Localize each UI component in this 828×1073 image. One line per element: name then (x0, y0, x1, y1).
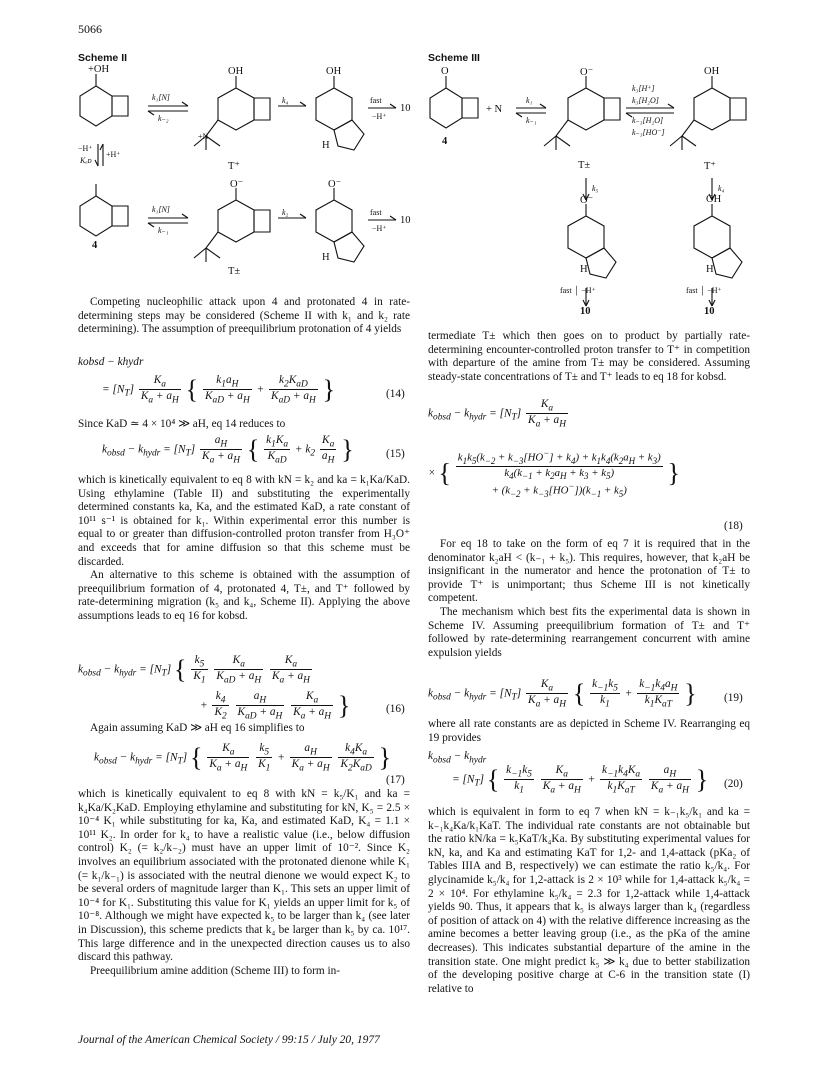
right-para-2: For eq 18 to take on the form of eq 7 it is required that in the denominator k₂aH < (k₋₁ + k₅). This requires, however, that k₂aH be insignificant in the numerator and hence the protonation of T± to provide T⁺ is unimportant; thus Scheme III is not kinetically competent. The mechanism which best fits the experimental data is shown in Scheme IV. Assuming preequilibrium formation of T± and T⁺ followed by rate-determining rearrangement concurrent with amine expulsion yields (428, 538, 750, 659)
scheme-iii-label-oh-2: OH (706, 194, 722, 205)
scheme-ii-label-fast-bottom: fast (370, 208, 382, 217)
scheme-ii-label-oh-2: OH (326, 66, 342, 77)
scheme-ii-label-10-top: 10 (400, 103, 411, 114)
scheme-iii-label-h-2: H (706, 264, 714, 275)
scheme-iii-label-ominus-2: O⁻ (580, 195, 594, 206)
scheme-ii-label-minus-h-bottom: −H⁺ (372, 224, 387, 233)
eq15-number: (15) (386, 448, 405, 460)
eq15-body: $k_{obsd} - k_{hydr} = [N_T]$ $\frac{a_H}{K_a + a_H}$ { $\frac{k_1K_a}{K_{aD}}$ + $k_2$ $\frac{K_a}{a_H}$ } (102, 434, 354, 466)
scheme-iii-title: Scheme III (428, 52, 480, 64)
scheme-ii-label-4: 4 (92, 240, 98, 251)
eq17-body: $k_{obsd} - k_{hydr} = [N_T]$ { $\frac{K_a}{K_a + a_H}$ $\frac{k_5}{K_1}$ + $\frac{a_H}{K_a + a_H}$ $\frac{k_4K_a}{K_2K_{aD}}$ } (94, 742, 392, 774)
scheme-ii-label-minus-h-side: −H⁺ (78, 144, 93, 153)
scheme-iii-label-fast-1: fast │ −H⁺ (560, 286, 596, 295)
scheme-iii-label-tpm: T± (578, 160, 591, 171)
scheme-iii-label-km3w: k₋₃[H₂O] (632, 116, 664, 125)
scheme-ii-label-ominus-1: O⁻ (230, 179, 244, 190)
eq20-number: (20) (724, 778, 743, 790)
eq16-number: (16) (386, 703, 405, 715)
left-para-1: Competing nucleophilic attack upon 4 and protonated 4 in rate-determining steps may be considered (Scheme II with k₁ and k₂ rate determining). The assumption of preequilibrium protonation of 4 yields (78, 296, 410, 336)
scheme-ii-label-plus-h-side: +H⁺ (106, 150, 121, 159)
journal-footer: Journal of the American Chemical Society / 99:15 / July 20, 1977 (78, 1034, 380, 1046)
right-para-5: which is equivalent in form to eq 7 when kN = k₋₁k₅/k₁ and ka = k₋₁k₄Ka/k₁KaT. The individual rate constants are not obtainable but the ratio kN/ka = k₅KaT/k₄Ka. By substituting experimental values for kN, ka, and Ka and estimating KaT for 1,2- and 1,4-attack (pKa₂ of Tables IIIA and B, respectively) we can estimate the ratio k₅/k₄. For glycinamide k₅/k₄ for 1,2-attack is 2 × 10³ while for 1,4-attack k₅/k₄ = 2 × 10⁴. For ethylamine k₅/k₄ = 2.3 for 1,2-attack while 1,4-attack yields 90. Thus, it appears that k₅ is always larger than k₄ (regardless of position of attack on 4) with the relative difference increasing as the amine becomes a better leaving group (i.e., as the pKa of the amine decreases). This indicates substantial departure of the amine in the transition state. One might predict k₅ ≫ k₄ due to better stabilization of the developing positive charge at C-6 in the transition state (I) relative to (428, 806, 750, 995)
scheme-iii-label-k3h: k₃[H⁺] (632, 84, 655, 93)
eq16-body: $k_{obsd} - k_{hydr} = [N_T]$ { $\frac{k_5}{K_1}$ $\frac{K_a}{K_{aD} + a_H}$ $\frac{K_a}{K_a + a_H}$ (78, 654, 310, 686)
scheme-ii-label-tpm: T± (228, 266, 241, 277)
scheme-iii-label-km3oh: k₋₃[HO⁻] (632, 128, 665, 137)
scheme-ii-label-10-bottom: 10 (400, 215, 411, 226)
scheme-ii-label-n-top: +N (198, 132, 209, 141)
scheme-ii-title: Scheme II (78, 52, 128, 64)
right-para-3: The mechanism which best fits the experimental data is shown in Scheme IV. Assuming preequilibrium formation of T± and T⁺ followed by rate-determining rearrangement concurrent with amine expulsion yields (428, 605, 750, 659)
scheme-ii-label-k2: k₂ (282, 208, 289, 217)
scheme-iii-label-ominus: O⁻ (580, 67, 594, 78)
scheme-iii-label-10-2: 10 (704, 306, 715, 317)
scheme-iii-label-tplus: T⁺ (704, 161, 716, 172)
scheme-iii-label-k3w: k₃[H₂O] (632, 96, 659, 105)
scheme-iii-label-fast-2: fast │ −H⁺ (686, 286, 722, 295)
left-para-2: which is kinetically equivalent to eq 8 with kN = k₂ and ka = k₁Ka/KaD. Using ethylamine (Table II) and substituting the experimentally determined constants ka, Ka, and the estimated KaD, a rate constant of 10¹¹ s⁻¹ is obtained for k₁. Within experimental error this number is equal to or greater than diffusion-controlled proton transfer from H₃O⁺ and exceeds that for amine diffusion so that this scheme must be discarded. An alternative to this scheme is obtained with the assumption of preequilibrium formation of 4, protonated 4, T±, and T⁺ followed by rate-determining migration (k₅ and k₄, Scheme II). Applying the above assumptions leads to eq 16 for kobsd. (78, 474, 410, 622)
scheme-iii-label-oh: OH (704, 66, 720, 77)
scheme-ii-label-k1n-bottom: k₁[N] (152, 205, 170, 214)
eq18-number: (18) (724, 520, 743, 532)
scheme-ii-label-h-top: H (322, 140, 330, 151)
right-para-4: where all rate constants are as depicted in Scheme IV. Rearranging eq 19 provides (428, 718, 750, 744)
scheme-iii-label-o: O (441, 66, 449, 77)
eq14-body: = $[N_T]$ $\frac{K_a}{K_a + a_H}$ { $\frac{k_1a_H}{K_{aD} + a_H}$ + $\frac{k_2K_{aD}}{K_{aD} + a_H}$ } (102, 374, 336, 406)
scheme-ii-label-tplus: T⁺ (228, 161, 240, 172)
scheme-iii-label-4: 4 (442, 136, 448, 147)
eq19-number: (19) (724, 692, 743, 704)
scheme-ii-label-minus-h-top: −H⁺ (372, 112, 387, 121)
left-para-3: An alternative to this scheme is obtained with the assumption of preequilibrium formation of 4, protonated 4, T±, and T⁺ followed by rate-determining migration (k₅ and k₄, Scheme II). Applying the above assumptions leads to eq 16 for kobsd. (78, 569, 410, 622)
eq19-body: $k_{obsd} - k_{hydr} = [N_T]$ $\frac{K_a}{K_a + a_H}$ { $\frac{k_{-1}k_5}{k_1}$ + $\frac{k_{-1}k_4a_H}{k_1K_{aT}}$ } (428, 678, 697, 710)
scheme-ii-label-km1: k₋₁ (158, 226, 169, 235)
since-line: Since KaD ≃ 4 × 10⁴ ≫ aH, eq 14 reduces to (78, 418, 286, 430)
scheme-ii-label-k1n-top: k₁[N] (152, 93, 170, 102)
eq14-lhs: kobsd − khydr (78, 356, 144, 368)
eq14-number: (14) (386, 388, 405, 400)
eq18-line-1: $k_{obsd} - k_{hydr} = [N_T]$ $\frac{K_a}{K_a + a_H}$ (428, 398, 566, 430)
eq20-lhs: $k_{obsd} - k_{hydr}$ (428, 750, 487, 766)
left-para-5: Preequilibrium amine addition (Scheme III) to form in- (90, 964, 341, 977)
scheme-iii-label-plus-n: + N (486, 104, 503, 115)
scheme-iii-label-km1: k₋₁ (526, 116, 537, 125)
scheme-ii-drawing (78, 66, 418, 286)
page-number: 5066 (78, 22, 102, 36)
eq18-line-2: × { $k_1k_5(k_{-2} + k_{-3}[HO^-] + k_4) + k_1k_4(k_2a_H + k_3)$ $k_4(k_{-1} + k_2a_H + k_3 + k_5)$ + $(k_{-2} + k_{-3}[HO^-])(k_{-1} + k_5)$ } (428, 448, 681, 499)
right-para-1: termediate T± which then goes on to product by partially rate-determining encounter-controlled proton transfer to T⁺ in competition with departure of the amine from T± may be considered. Assuming steady-state concentrations of T± and T⁺ leads to eq 18 for kobsd. (428, 330, 750, 383)
scheme-ii-label-km2: k₋₂ (158, 114, 169, 123)
scheme-ii-label-k4: k₄ (282, 96, 289, 105)
eq20-body: = $[N_T]$ { $\frac{k_{-1}k_5}{k_1}$ $\frac{K_a}{K_a + a_H}$ + $\frac{k_{-1}k_4K_a}{k_1K_{aT}}$ $\frac{a_H}{K_a + a_H}$ } (452, 764, 709, 796)
scheme-iii-label-k5: k₅ (592, 184, 599, 193)
scheme-ii-label-oh-plus: +OH (88, 64, 110, 75)
eq17-number: (17) (386, 774, 405, 786)
scheme-iii-drawing (428, 66, 748, 316)
eq16-body-2: + $\frac{k_4}{K_2}$ $\frac{a_H}{K_{aD} + a_H}$ $\frac{K_a}{K_a + a_H}$ } (200, 690, 351, 722)
again-line: Again assuming KaD ≫ aH eq 16 simplifies to (90, 722, 305, 734)
scheme-ii-label-ominus-2: O⁻ (328, 179, 342, 190)
scheme-ii-label-oh-1: OH (228, 66, 244, 77)
scheme-ii-label-h-bottom: H (322, 252, 330, 263)
left-para-4: which is kinetically equivalent to eq 8 with kN = k₅/K₁ and ka = k₄Ka/K₂KaD. Employing ethylamine and substituting for kN, K₅ = 2.5 × 10⁻⁴ K₁ while substituting for ka, Ka, and estimated KaD, K₄ = 1.1 × 10¹¹ K₂. In order for k₄ to have a realistic value (i.e., below diffusion control) K₂ (= k₂/k₋₂) must have an upper limit of 10⁻². Since K₂ involves an equilibrium associated with the protonated dienone while K₁ (= k₁/k₋₁) is associated with the neutral dienone we would expect K₂ to be several orders of magnitude larger than K₁. This sets an upper limit of 10⁻⁴ for K₁. Substituting this value for K₁ yields an upper limit for k₅ of 10⁻⁸. Although we might have expected k₅ to be larger than k₄ (see later in Discussion), this scheme predicts that k₄ be larger than k₅ by ca. 10¹⁷. This large difference and in the unexpected direction causes us to also discard this pathway. Preequilibrium amine addition (Scheme III) to form in- (78, 788, 410, 977)
scheme-ii-label-fast-top: fast (370, 96, 382, 105)
scheme-iii-label-k1: k₁ (526, 96, 533, 105)
scheme-iii-label-k4: k₄ (718, 184, 725, 193)
scheme-iii-label-10-1: 10 (580, 306, 591, 317)
scheme-iii-label-h-1: H (580, 264, 588, 275)
scheme-ii-label-kad: Kₐᴅ (80, 156, 92, 165)
